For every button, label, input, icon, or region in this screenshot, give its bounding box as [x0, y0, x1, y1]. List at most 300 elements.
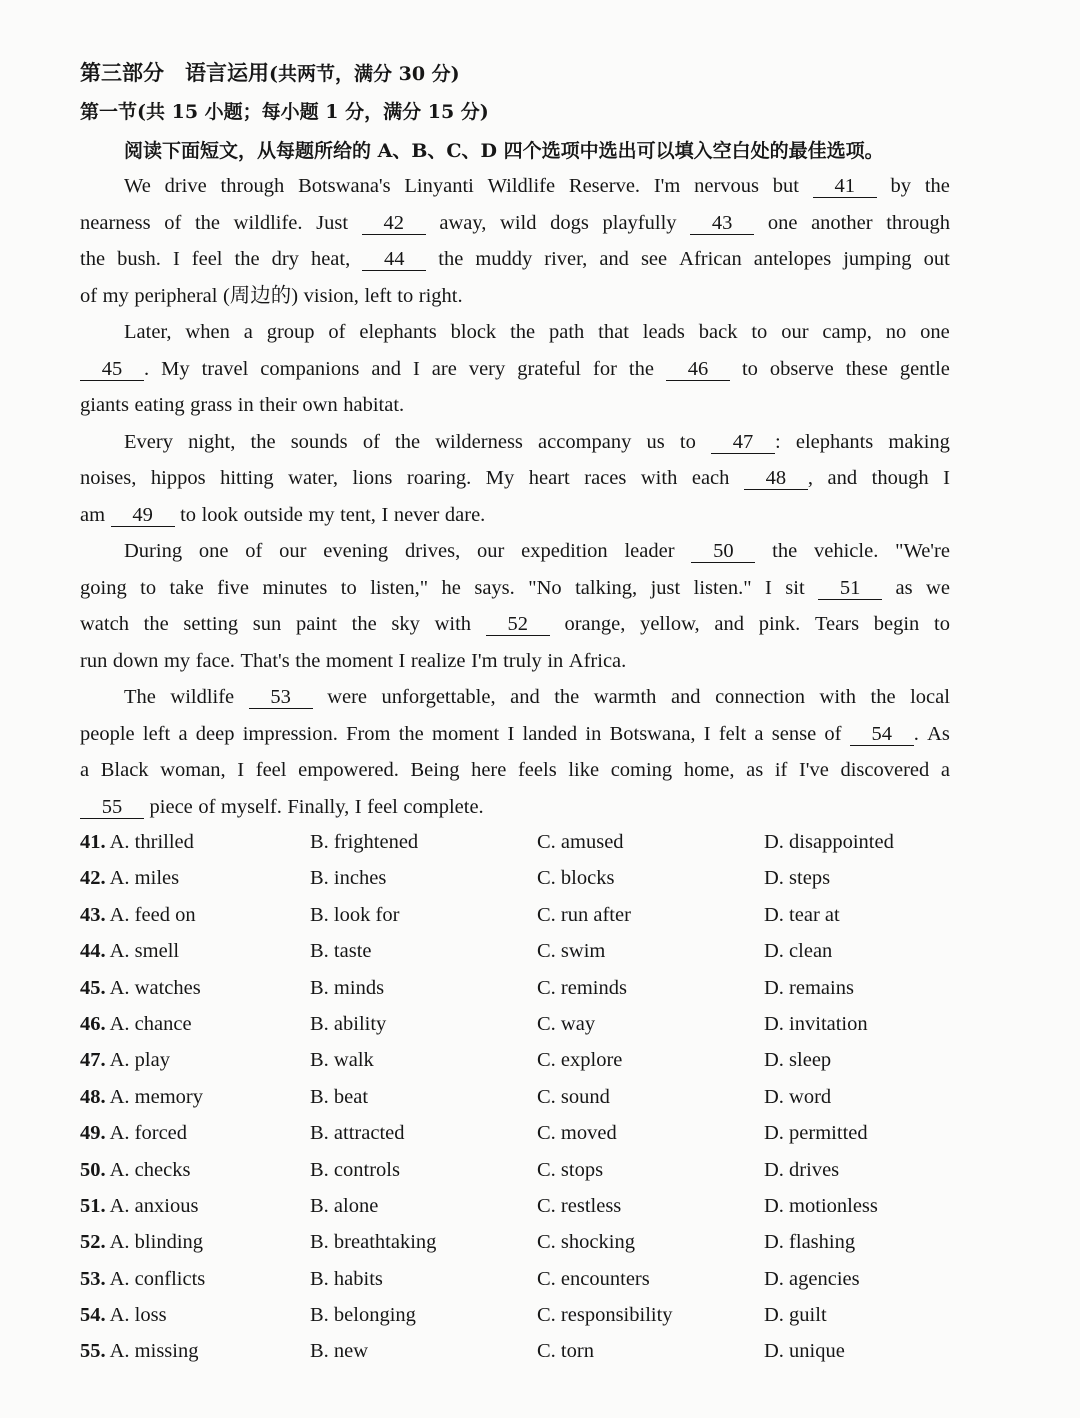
word: watch [80, 613, 129, 635]
word: playfully [602, 211, 677, 234]
word: as [895, 576, 913, 599]
option-c: C. way [537, 1012, 596, 1035]
question-number: 55. [80, 1340, 106, 1363]
word: water, [288, 467, 338, 489]
question-number: 51. [80, 1194, 106, 1217]
option-a: 50. A. checks [80, 1158, 191, 1181]
answer-options [80, 824, 950, 1370]
word: the [143, 613, 169, 635]
passage-line [80, 241, 950, 278]
word: with [819, 686, 856, 708]
word: like [568, 759, 600, 781]
word: the [772, 540, 798, 562]
section-heading: 第一节(共 15 小题；每小题 1 分，满分 15 分) [80, 101, 489, 123]
word: by [890, 175, 912, 197]
word: and [510, 686, 540, 708]
word: and [827, 467, 858, 489]
word: bush. [117, 248, 161, 270]
word: vision, [303, 284, 359, 307]
option-d: D. drives [764, 1158, 840, 1181]
word: the [395, 430, 421, 453]
word: piece [149, 795, 193, 818]
word: their [259, 394, 297, 416]
option-a: 54. A. loss [80, 1304, 167, 1327]
blank-word [813, 168, 877, 205]
word: us [646, 430, 665, 453]
word: From [346, 722, 391, 745]
question-row [80, 1115, 950, 1151]
word: jumping [843, 248, 912, 270]
word: expedition [521, 540, 608, 562]
word: That's [240, 649, 290, 672]
word: a [940, 759, 950, 781]
word: making [888, 430, 950, 453]
question-row [80, 1006, 950, 1042]
blank-word: 45 . [80, 351, 149, 388]
word: take [169, 576, 204, 599]
blank-51: 51 [818, 577, 882, 600]
word: impression. [242, 722, 338, 745]
word: the [554, 686, 580, 708]
word: my [308, 503, 335, 526]
question-number: 54. [80, 1304, 106, 1327]
word: We [124, 175, 151, 197]
word: orange, [564, 613, 626, 635]
word: in [547, 649, 564, 672]
word: heart [528, 467, 570, 489]
word: the [194, 211, 220, 234]
blank-43: 43 [690, 212, 754, 235]
option-b: B. beat [310, 1085, 369, 1108]
word: pink. [758, 613, 801, 635]
word: discovered [840, 759, 930, 781]
option-b: B. belonging [310, 1304, 416, 1327]
word: nearness [80, 211, 151, 234]
word: away, [439, 211, 487, 234]
option-a: 53. A. conflicts [80, 1267, 206, 1290]
option-c: C. responsibility [537, 1304, 673, 1327]
option-c: C. torn [537, 1340, 594, 1363]
option-b: B. attracted [310, 1122, 405, 1145]
word: with [640, 467, 678, 489]
word: the [398, 722, 424, 745]
word: our [781, 321, 809, 343]
word: hitting [220, 467, 274, 489]
word: and [714, 613, 744, 635]
word: though [871, 467, 929, 489]
word: Botswana, [609, 722, 696, 745]
word: the [510, 321, 536, 343]
word: back [698, 321, 738, 343]
option-c: C. run after [537, 903, 631, 926]
option-c: C. moved [537, 1122, 617, 1145]
word: one [198, 540, 229, 562]
passage-line [80, 606, 950, 643]
word: complete. [403, 795, 484, 818]
option-b: B. taste [310, 940, 372, 963]
question-row [80, 970, 950, 1006]
part-subtitle: (共两节，满分 30 分) [269, 63, 460, 85]
word: feel [255, 759, 287, 781]
option-b: B. new [310, 1340, 369, 1363]
blank-word [111, 497, 175, 534]
option-b: B. controls [310, 1158, 400, 1181]
word: and [670, 686, 701, 708]
option-a: 46. A. chance [80, 1012, 192, 1035]
word: through [220, 175, 285, 197]
word: left [364, 284, 392, 307]
word: leads [642, 321, 685, 343]
word: to [140, 576, 157, 599]
word: to [741, 357, 758, 380]
option-c: C. restless [537, 1194, 622, 1217]
option-c: C. explore [537, 1049, 623, 1072]
passage-line [80, 387, 950, 424]
word: eating [134, 394, 185, 416]
word: sense [771, 722, 817, 745]
passage-line [80, 314, 950, 351]
word: group [266, 321, 315, 343]
word: right. [418, 284, 463, 307]
word: to [340, 576, 357, 599]
word: listen." [693, 576, 752, 599]
word: our [279, 540, 307, 562]
word: antelopes [753, 248, 832, 270]
word: grass [190, 394, 233, 416]
word: I [398, 649, 406, 672]
blank-word [362, 205, 426, 242]
word: I [703, 722, 711, 745]
word: moment [325, 649, 394, 672]
option-b: B. walk [310, 1049, 374, 1072]
word: in [585, 722, 602, 745]
word: we [926, 576, 950, 599]
word: felt [718, 722, 747, 745]
word: of [198, 795, 216, 818]
blank-50: 50 [691, 540, 755, 563]
word: were [327, 686, 368, 708]
word: sun [252, 613, 282, 635]
option-d: D. unique [764, 1340, 845, 1363]
option-b: B. frightened [310, 831, 419, 853]
option-d: D. agencies [764, 1267, 860, 1290]
word: unforgettable, [381, 686, 496, 708]
word: As [927, 722, 950, 745]
word: Being [410, 759, 460, 781]
word: Wildlife [487, 175, 556, 197]
word: that [598, 321, 629, 343]
question-row [80, 1079, 950, 1115]
option-a: 44. A. smell [80, 940, 180, 963]
word: never [393, 503, 440, 526]
word: camp, [822, 321, 872, 343]
instructions: 阅读下面短文，从每题所给的 A、B、C、D 四个选项中选出可以填入空白处的最佳选项。 [124, 140, 884, 162]
word: outside [243, 503, 303, 526]
word: talking, [575, 576, 638, 599]
option-a: 41. A. thrilled [80, 831, 194, 853]
word: lions [352, 467, 393, 489]
blank-55: 55 [80, 796, 144, 819]
word: elephants [795, 430, 874, 453]
passage-line [80, 789, 950, 826]
word: accompany [538, 430, 632, 453]
word: yellow, [640, 613, 700, 635]
word: going [80, 576, 127, 599]
word: wild [500, 211, 537, 234]
word: setting [183, 613, 239, 635]
word: nervous [694, 175, 759, 197]
word: Tears [814, 613, 860, 635]
word: wilderness [435, 430, 523, 453]
word: vehicle. [814, 540, 879, 562]
word: a [80, 759, 90, 781]
word: leader [624, 540, 675, 562]
option-d: D. clean [764, 940, 833, 963]
word: I [237, 759, 245, 781]
word: one [767, 211, 798, 234]
word: my [163, 649, 191, 672]
word: he [441, 576, 461, 599]
word: Every [124, 430, 173, 453]
blank-53: 53 [249, 686, 313, 709]
passage-line [80, 716, 950, 753]
question-number: 49. [80, 1122, 106, 1145]
blank-44: 44 [362, 248, 426, 271]
word: empowered. [298, 759, 399, 781]
word: Linyanti [404, 175, 474, 197]
word: I [765, 576, 772, 599]
passage-line [80, 533, 950, 570]
word: wildlife [170, 686, 235, 708]
word: African [679, 248, 742, 270]
word: for [593, 357, 617, 380]
word: listen," [370, 576, 429, 599]
blank-47: 47 [711, 431, 775, 454]
passage-line [80, 679, 950, 716]
word: The [124, 686, 156, 708]
blank-54: 54 [850, 723, 914, 746]
blank-word [818, 570, 882, 607]
blank-46: 46 [666, 358, 730, 381]
word: the [234, 248, 260, 270]
blank-49: 49 [111, 504, 175, 527]
word: noises, [80, 467, 137, 489]
question-number: 47. [80, 1049, 106, 1072]
question-number: 50. [80, 1158, 106, 1181]
word: peripheral [134, 284, 218, 307]
option-a: 48. A. memory [80, 1085, 203, 1108]
word: roaring. [406, 467, 472, 489]
word: one [920, 321, 950, 343]
blank-48: 48 [744, 467, 808, 490]
word: run [80, 649, 108, 672]
word: Later, [124, 321, 172, 343]
option-d: D. sleep [764, 1049, 832, 1072]
word: I [943, 467, 950, 489]
option-d: D. flashing [764, 1231, 856, 1254]
passage-line [80, 278, 950, 315]
word: look [201, 503, 239, 526]
word: I [507, 722, 515, 745]
word: to [934, 613, 950, 635]
word: to [751, 321, 768, 343]
word: as [746, 759, 764, 781]
option-a: 45. A. watches [80, 976, 201, 999]
word: muddy [475, 248, 533, 270]
word: tent, [340, 503, 376, 526]
option-b: B. ability [310, 1012, 387, 1035]
blank-word [486, 606, 550, 643]
word: I'm [471, 649, 498, 672]
word: local [910, 686, 950, 708]
blank-52: 52 [486, 613, 550, 636]
option-b: B. inches [310, 867, 387, 890]
option-a: 47. A. play [80, 1049, 170, 1072]
option-b: B. minds [310, 976, 385, 999]
word: just [650, 576, 681, 599]
word: grateful [517, 357, 582, 380]
word: truly [503, 649, 542, 672]
word: path [548, 321, 585, 343]
blank-45: 45 [80, 358, 144, 381]
question-number: 44. [80, 940, 106, 963]
option-b: B. look for [310, 903, 400, 926]
blank-word: 47 : [711, 424, 781, 461]
word: a [754, 722, 764, 745]
passage-line [80, 424, 950, 461]
word: dare. [444, 503, 486, 526]
word: Reserve. [568, 175, 641, 197]
word: realize [410, 649, 466, 672]
reading-passage [80, 168, 950, 825]
word: the [438, 248, 464, 270]
word: sit [785, 576, 805, 599]
question-number: 53. [80, 1267, 106, 1290]
question-number: 41. [80, 831, 106, 853]
option-d: D. word [764, 1085, 832, 1108]
option-d: D. invitation [764, 1012, 868, 1035]
word: of [80, 284, 98, 307]
word: Africa. [568, 649, 627, 672]
passage-line [80, 168, 950, 205]
question-row [80, 1188, 950, 1224]
word: am [80, 503, 106, 526]
word: people [80, 722, 135, 745]
word: through [886, 211, 950, 234]
part-heading [80, 58, 460, 89]
option-a: 43. A. feed on [80, 903, 196, 926]
option-d: D. permitted [764, 1122, 868, 1145]
word: warmth [593, 686, 657, 708]
question-row [80, 824, 950, 860]
word: travel [201, 357, 249, 380]
word: dogs [550, 211, 589, 234]
word: of [362, 430, 380, 453]
question-number: 43. [80, 903, 106, 926]
word: woman, [160, 759, 226, 781]
word: races [584, 467, 627, 489]
option-a: 55. A. missing [80, 1340, 199, 1363]
word: sounds [290, 430, 348, 453]
word: down [112, 649, 159, 672]
word: moment [432, 722, 500, 745]
blank-word [690, 205, 754, 242]
passage-line [80, 570, 950, 607]
word: to [180, 503, 197, 526]
word: of [245, 540, 263, 562]
blank-word [249, 679, 313, 716]
passage-line [80, 205, 950, 242]
option-c: C. sound [537, 1085, 610, 1108]
word: no [885, 321, 907, 343]
word: I'm [653, 175, 681, 197]
word: I [381, 503, 389, 526]
word: Botswana's [298, 175, 391, 197]
passage-line [80, 497, 950, 534]
passage-line [80, 351, 950, 388]
option-d: D. steps [764, 867, 831, 890]
word: a [178, 722, 188, 745]
blank-word: 48 , [744, 460, 813, 497]
word: are [431, 357, 457, 380]
blank-41: 41 [813, 175, 877, 198]
word: and [371, 357, 401, 380]
word: drives, [404, 540, 461, 562]
option-c: C. stops [537, 1158, 604, 1181]
word: the [295, 649, 321, 672]
word: Just [316, 211, 349, 234]
blank-word [362, 241, 426, 278]
option-d: D. tear at [764, 903, 840, 926]
option-c: C. encounters [537, 1267, 650, 1290]
word: the [870, 686, 896, 708]
question-row [80, 933, 950, 969]
question-row [80, 1152, 950, 1188]
passage-line [80, 643, 950, 680]
word: coming [610, 759, 673, 781]
word: but [772, 175, 799, 197]
word: another [811, 211, 873, 234]
word: out [923, 248, 950, 270]
word: of [164, 211, 182, 234]
word: evening [323, 540, 389, 562]
word: block [450, 321, 497, 343]
blank-word [666, 351, 730, 388]
word: if [774, 759, 788, 781]
option-b: B. breathtaking [310, 1231, 437, 1254]
option-d: D. disappointed [764, 831, 894, 853]
option-c: C. swim [537, 940, 606, 963]
word: gentle [899, 357, 950, 380]
word: Black [100, 759, 149, 781]
part-title: 第三部分 语言运用 [80, 60, 269, 85]
word: the [250, 430, 276, 453]
word: these [845, 357, 888, 380]
word: companions [260, 357, 360, 380]
blank-42: 42 [362, 212, 426, 235]
word: deep [195, 722, 235, 745]
word: wildlife. [233, 211, 303, 234]
word: I [172, 248, 180, 270]
word: of [328, 321, 346, 343]
word: "No [528, 576, 562, 599]
question-row [80, 897, 950, 933]
word: the [628, 357, 654, 380]
word: very [468, 357, 506, 380]
passage-line [80, 460, 950, 497]
word: minutes [262, 576, 328, 599]
word: river, [544, 248, 588, 270]
